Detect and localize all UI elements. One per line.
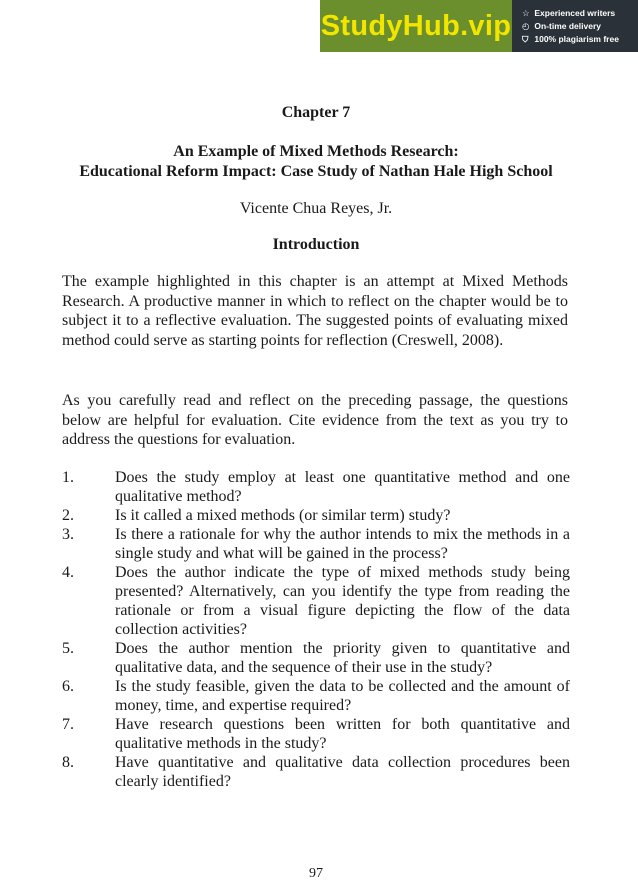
feature-experienced-writers	[522, 7, 638, 20]
evaluation-questions-list	[62, 468, 570, 791]
banner-features	[512, 0, 638, 52]
chapter-label: Chapter 7	[281, 104, 351, 121]
question-text: Is there a rationale for why the author intends to mix the methods in a single study and what will be gained in the process?	[115, 526, 570, 562]
list-item	[62, 677, 570, 715]
question-number: 7.	[62, 716, 74, 733]
question-number: 1.	[62, 469, 74, 486]
logo-box[interactable]	[320, 0, 512, 52]
question-number: 2.	[62, 507, 74, 524]
title-line-1: An Example of Mixed Methods Research:	[173, 143, 459, 160]
list-item	[62, 468, 570, 506]
question-number: 8.	[62, 754, 74, 771]
list-item	[62, 639, 570, 677]
list-item	[62, 525, 570, 563]
question-number: 5.	[62, 640, 74, 657]
title-line-2: Educational Reform Impact: Case Study of Nathan Hale High School	[79, 163, 553, 180]
question-text: Is the study feasible, given the data to be collected and the amount of money, time, and expertise required?	[115, 678, 570, 714]
author-name: Vicente Chua Reyes, Jr.	[239, 200, 393, 217]
shield-icon: ⛉	[522, 33, 529, 44]
section-heading: Introduction	[272, 236, 360, 253]
question-text: Is it called a mixed methods (or similar term) study?	[115, 507, 451, 524]
studyhub-logo[interactable]: StudyHub.vip	[320, 9, 512, 42]
feature-plagiarism-free	[522, 33, 638, 46]
feature-label: 100% plagiarism free	[534, 33, 619, 44]
intro-paragraph-1: The example highlighted in this chapter is an attempt at Mixed Methods Research. A productive manner in which to reflect on the chapter would be to subject it to a reflective evaluation. The suggested points of evaluating mixed method could serve as starting points for reflection (Creswell, 2008).	[62, 273, 568, 349]
star-icon: ☆	[522, 7, 530, 18]
chapter-title	[62, 142, 570, 182]
page-number: 97	[309, 866, 323, 881]
question-text: Does the author mention the priority given to quantitative and qualitative data, and the sequence of their use in the study?	[115, 640, 570, 676]
list-item	[62, 506, 570, 525]
question-text: Does the author indicate the type of mixed methods study being presented? Alternatively, can you identify the type from reading the rationale or from a visual figure depicting the flow of the data collection activities?	[115, 564, 570, 638]
feature-on-time-delivery	[522, 20, 638, 33]
question-number: 6.	[62, 678, 74, 695]
feature-label: On-time delivery	[534, 20, 601, 31]
question-number: 4.	[62, 564, 74, 581]
studyhub-banner[interactable]	[320, 0, 638, 52]
intro-paragraph-2: As you carefully read and reflect on the preceding passage, the questions below are helpful for evaluation. Cite evidence from the text as you try to address the questions for evaluation.	[62, 392, 568, 448]
list-item	[62, 715, 570, 753]
feature-label: Experienced writers	[534, 7, 616, 18]
question-text: Have research questions been written for both quantitative and qualitative methods in the study?	[115, 716, 570, 752]
list-item	[62, 563, 570, 639]
question-text: Have quantitative and qualitative data collection procedures been clearly identified?	[115, 754, 570, 790]
question-number: 3.	[62, 526, 74, 543]
question-text: Does the study employ at least one quantitative method and one qualitative method?	[115, 469, 570, 505]
list-item	[62, 753, 570, 791]
clock-icon: ◴	[522, 20, 530, 31]
